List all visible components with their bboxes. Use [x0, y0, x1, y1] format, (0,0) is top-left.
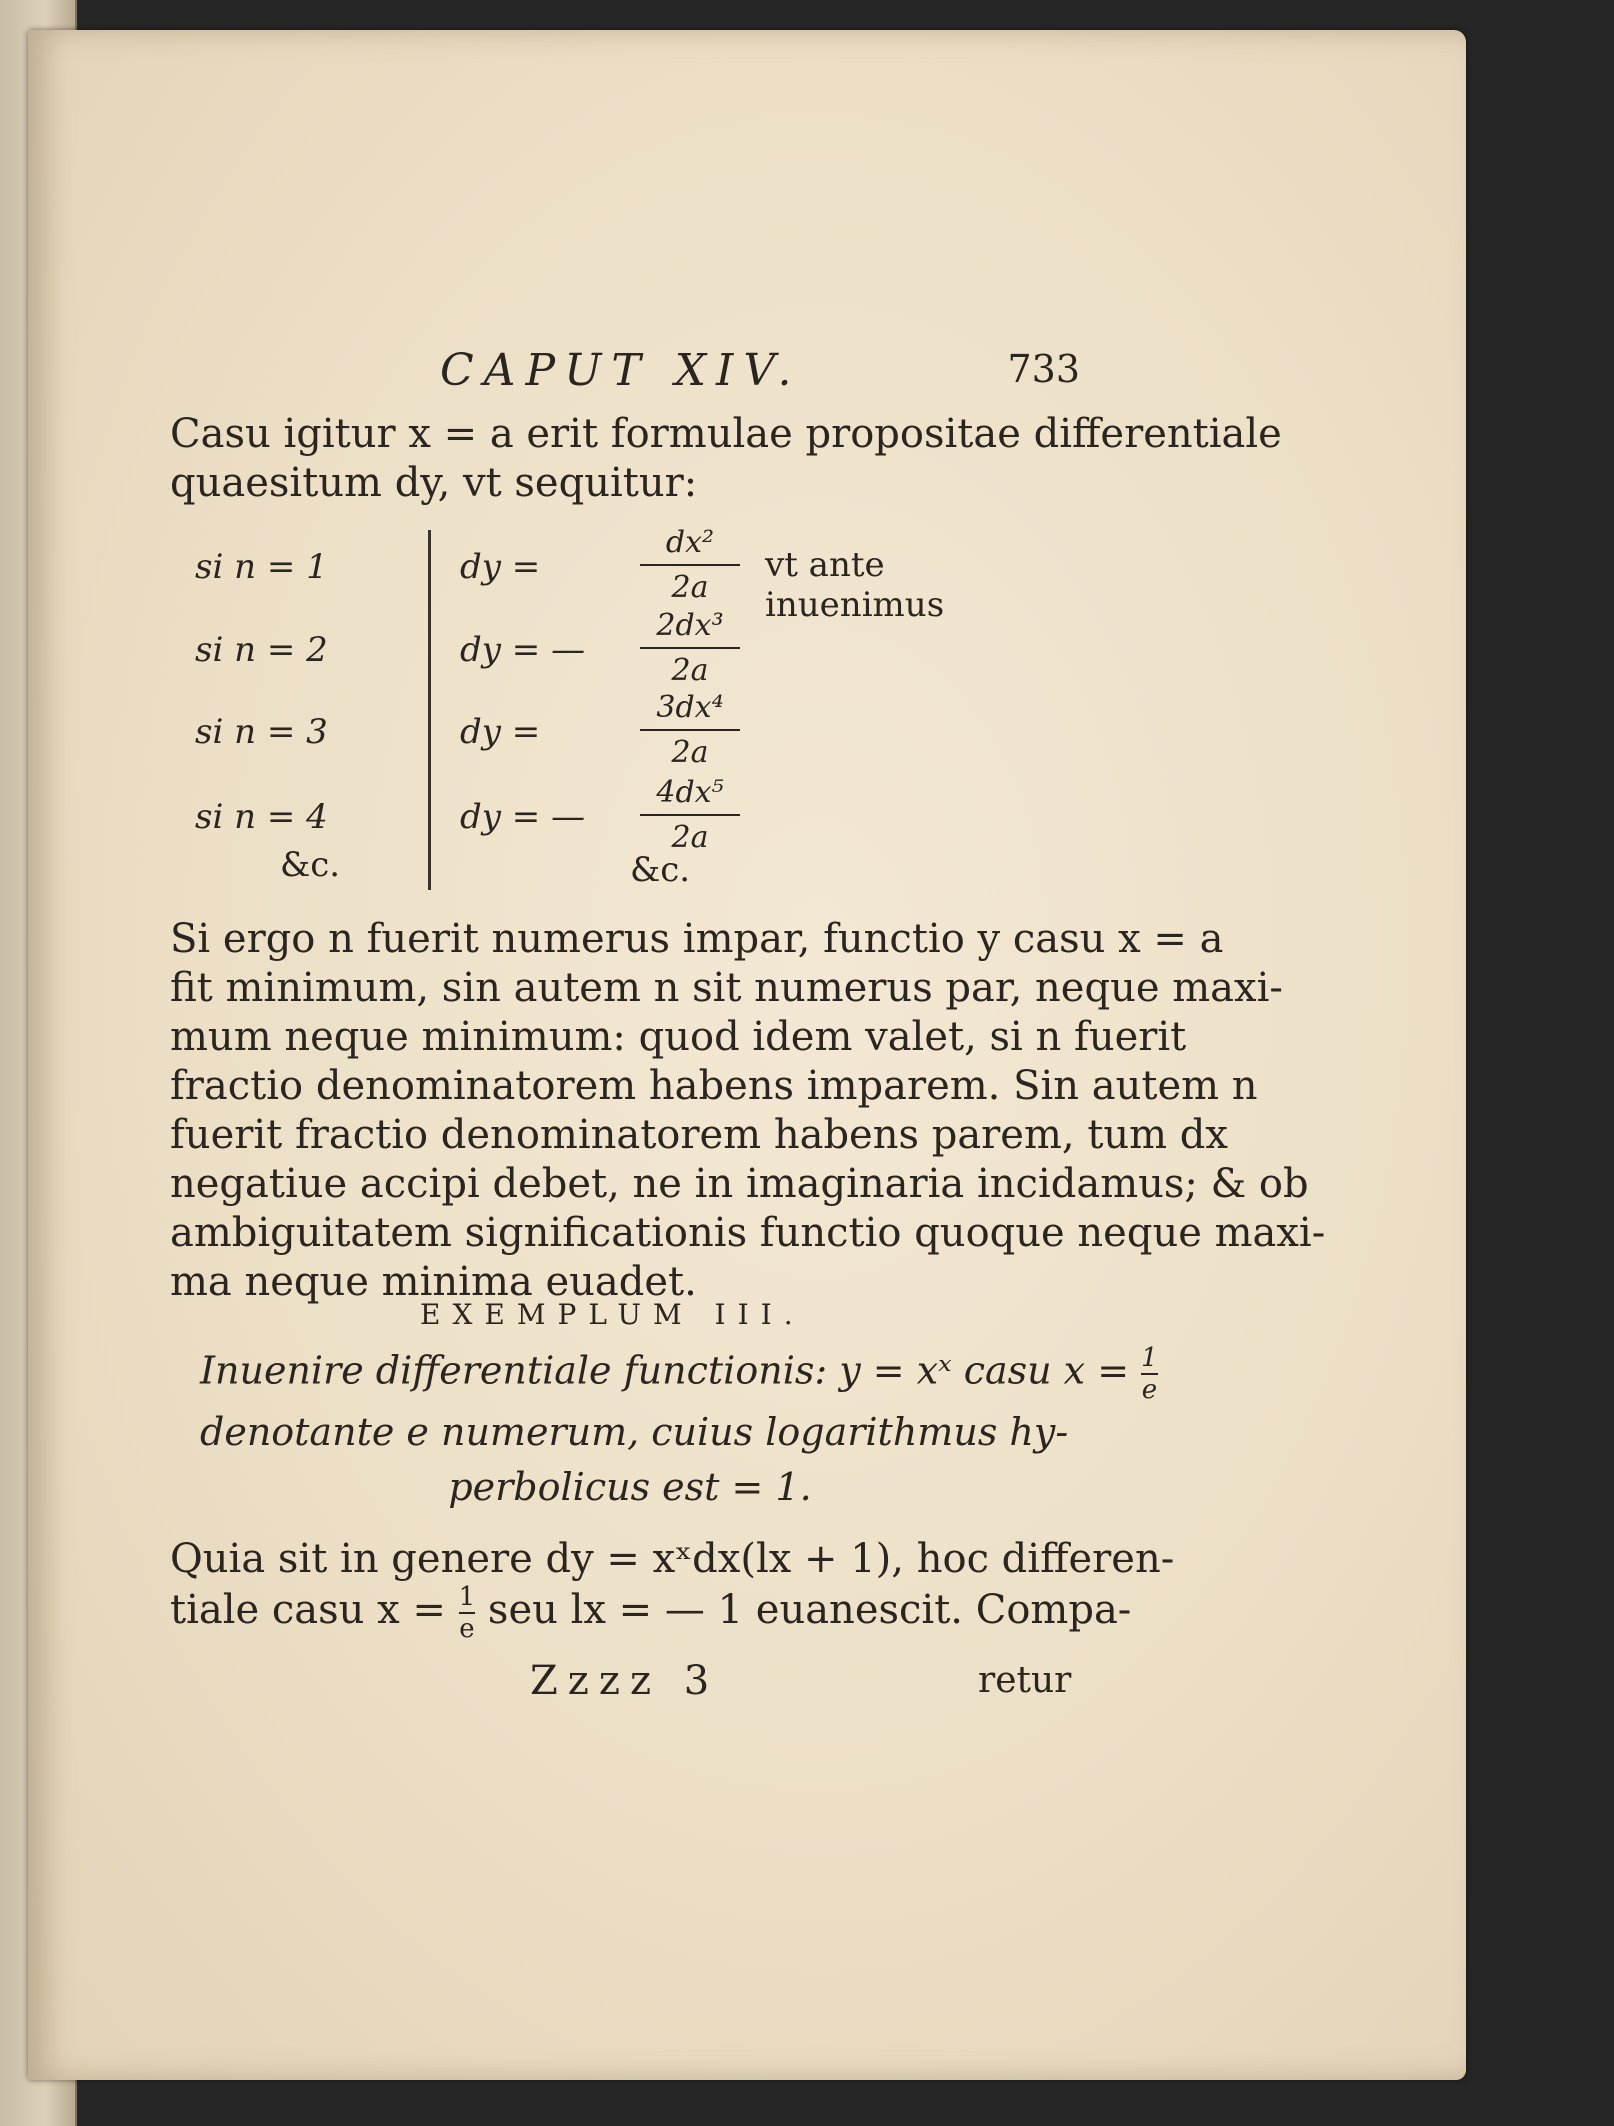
case-row [190, 690, 1070, 770]
fraction-denominator: e [459, 1614, 475, 1644]
example-heading: EXEMPLUM III. [420, 1298, 805, 1331]
body-line: ambiguitatem significationis functio quoque neque maxi- [170, 1210, 1326, 1256]
case-row [190, 608, 1070, 688]
etc-right: &c. [630, 850, 691, 890]
case-fraction [640, 525, 740, 605]
fraction-denominator: 2a [671, 570, 709, 605]
case-lhs: dy = [460, 712, 541, 752]
body-line: ma neque minima euadet. [170, 1259, 697, 1305]
solution-line: Quia sit in genere dy = xˣdx(lx + 1), hoc differen- [170, 1536, 1175, 1582]
example-problem-line: perbolicus est = 1. [448, 1465, 812, 1509]
case-fraction [640, 608, 740, 688]
solution-line [170, 1582, 1132, 1644]
case-row [190, 775, 1070, 855]
case-condition: si n = 2 [195, 630, 328, 670]
case-lhs: dy = — [460, 797, 586, 837]
fraction-denominator: 2a [671, 653, 709, 688]
body-line: fit minimum, sin autem n sit numerus par, neque maxi- [170, 965, 1283, 1011]
case-lhs: dy = — [460, 630, 586, 670]
problem-fraction [1141, 1345, 1158, 1403]
solution-text: seu lx = — 1 euanescit. Compa- [487, 1587, 1132, 1633]
intro-line: Casu igitur x = a erit formulae propositae differentiale [170, 411, 1282, 457]
solution-text: tiale casu x = [170, 1587, 446, 1633]
intro-paragraph [170, 410, 1282, 508]
case-condition: si n = 3 [195, 712, 328, 752]
solution-paragraph [170, 1535, 1175, 1644]
fraction-numerator: 1 [458, 1582, 476, 1612]
page-number: 733 [1007, 347, 1080, 391]
cases-table [190, 520, 1070, 890]
fraction-bar [640, 729, 740, 731]
fraction-numerator: dx² [665, 525, 715, 560]
problem-text: Inuenire differentiale functionis: y = xˣ casu x = [200, 1348, 1130, 1393]
fraction-numerator: 3dx⁴ [656, 690, 724, 725]
fraction-bar [640, 814, 740, 816]
case-condition: si n = 4 [195, 797, 328, 837]
signature-mark: Zzzz 3 [530, 1658, 720, 1704]
case-fraction [640, 690, 740, 770]
body-line: negatiue accipi debet, ne in imaginaria incidamus; & ob [170, 1161, 1309, 1207]
body-line: mum neque minimum: quod idem valet, si n fuerit [170, 1014, 1187, 1060]
case-row [190, 525, 1070, 625]
fraction-denominator: 2a [671, 735, 709, 770]
body-line: fractio denominatorem habens imparem. Sin autem n [170, 1063, 1258, 1109]
running-head: CAPUT XIV. [440, 345, 802, 396]
case-note: vt ante inuenimus [765, 545, 945, 625]
intro-line: quaesitum dy, vt sequitur: [170, 460, 698, 506]
fraction-numerator: 1 [1141, 1343, 1158, 1373]
body-line: fuerit fractio denominatorem habens parem, tum dx [170, 1112, 1228, 1158]
fraction-bar [640, 564, 740, 566]
catchword: retur [978, 1660, 1072, 1701]
body-line: Si ergo n fuerit numerus impar, functio y casu x = a [170, 916, 1224, 962]
fraction-bar [640, 647, 740, 649]
page-header [440, 345, 1080, 395]
example-problem-line [200, 1343, 1158, 1405]
case-condition: si n = 1 [195, 547, 328, 587]
fraction-denominator: 2a [671, 820, 709, 855]
case-lhs: dy = [460, 547, 541, 587]
fraction-numerator: 2dx³ [656, 608, 724, 643]
body-paragraph [170, 915, 1326, 1307]
example-problem-line: denotante e numerum, cuius logarithmus hy- [200, 1410, 1069, 1454]
fraction-denominator: e [1141, 1375, 1158, 1405]
etc-left: &c. [280, 845, 341, 885]
case-fraction [640, 775, 740, 855]
solution-fraction [459, 1584, 476, 1642]
fraction-numerator: 4dx⁵ [656, 775, 724, 810]
